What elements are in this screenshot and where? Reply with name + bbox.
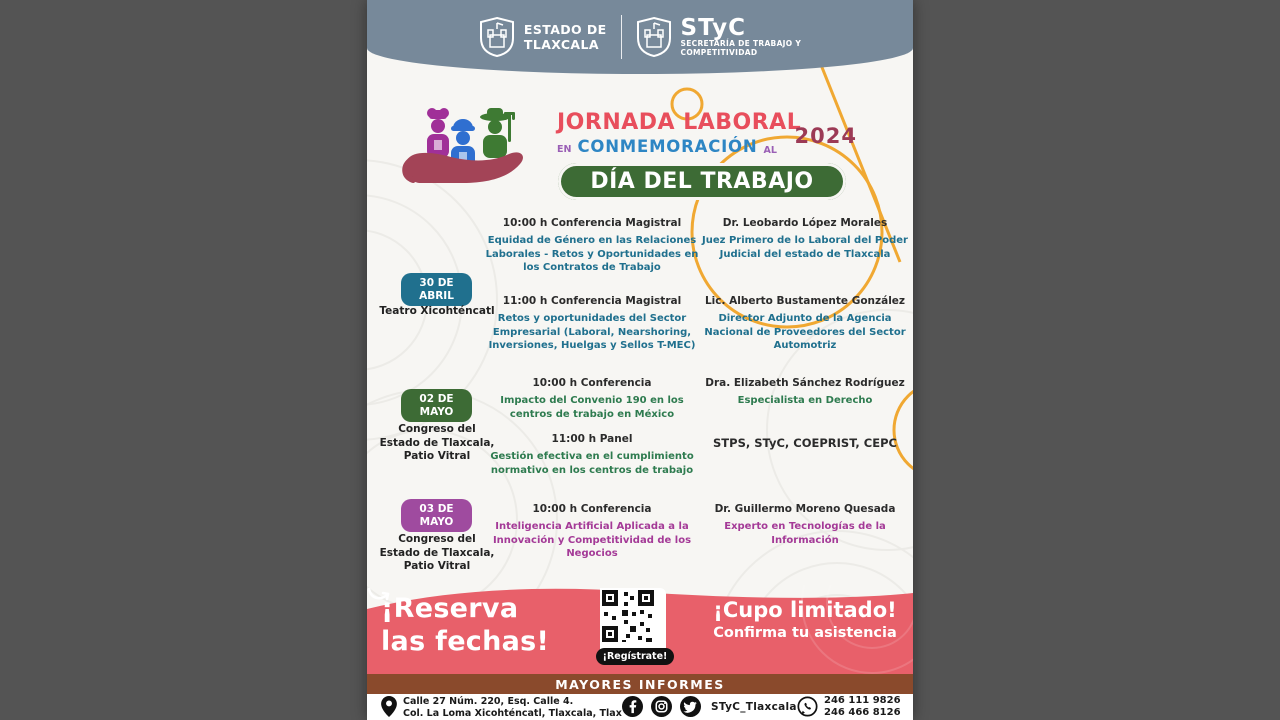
speaker-title: Especialista en Derecho xyxy=(737,395,873,406)
info-bar: MAYORES INFORMES xyxy=(367,674,913,694)
title-year: 2024 xyxy=(794,124,857,148)
session-topic: Equidad de Género en las Relaciones Laborales - Retos y Oportunidades en los Contratos de Trabajo xyxy=(485,235,699,273)
speaker-name: Lic. Alberto Bustamente González xyxy=(704,295,906,307)
speaker-title: Experto en Tecnologías de la Información xyxy=(724,521,886,546)
address[interactable]: Calle 27 Núm. 220, Esq. Calle 4. Col. La Loma Xicohténcatl, Tlaxcala, Tlax xyxy=(403,696,622,719)
title-suffix: AL xyxy=(763,145,777,156)
session-heading: 10:00 h Conferencia xyxy=(532,377,652,389)
session-heading: 10:00 h Conferencia Magistral xyxy=(502,217,682,229)
speaker-title: Director Adjunto de la Agencia Nacional de Proveedores del Sector Automotriz xyxy=(704,313,906,351)
arrow-icon xyxy=(367,585,393,605)
session-heading: 11:00 h Panel xyxy=(551,433,633,445)
panel-organizations: STPS, STyC, COEPRIST, CEPC xyxy=(713,436,897,450)
date-badge-30-abril: 30 DE ABRIL xyxy=(401,273,472,306)
social-handle[interactable]: STyC_Tlaxcala xyxy=(711,701,797,713)
venue-congreso: Congreso del Estado de Tlaxcala, Patio Vitral xyxy=(379,423,495,462)
qr-code[interactable] xyxy=(600,588,666,654)
session-topic: Impacto del Convenio 190 en los centros de trabajo en México xyxy=(500,395,684,420)
title-block xyxy=(543,110,863,156)
location-pin-icon xyxy=(381,696,397,717)
session-heading: 10:00 h Conferencia xyxy=(532,503,652,515)
speaker-name: Dra. Elizabeth Sánchez Rodríguez xyxy=(705,377,905,389)
speaker-name: Dr. Guillermo Moreno Quesada xyxy=(714,503,896,515)
logo-divider xyxy=(621,15,622,59)
phone-numbers[interactable]: 246 111 9826 246 466 8126 xyxy=(824,695,901,718)
date-badge-03-mayo: 03 DE MAYO xyxy=(401,499,472,532)
date-badge-02-mayo: 02 DE MAYO xyxy=(401,389,472,422)
hand-workers-icon xyxy=(401,100,527,194)
facebook-icon[interactable] xyxy=(622,696,643,717)
register-button[interactable]: ¡Regístrate! xyxy=(596,648,674,665)
instagram-icon[interactable] xyxy=(651,696,672,717)
whatsapp-icon[interactable] xyxy=(797,696,818,717)
title-prefix: EN xyxy=(557,144,572,155)
limited-text: ¡Cupo limitado! Confirma tu asistencia xyxy=(713,598,897,641)
org-right-acronym: STyC xyxy=(680,14,746,41)
session-heading: 11:00 h Conferencia Magistral xyxy=(502,295,682,307)
twitter-icon[interactable] xyxy=(680,696,701,717)
cta-banner xyxy=(367,585,913,674)
tlaxcala-shield-icon xyxy=(479,15,515,59)
speaker-name: Dr. Leobardo López Morales xyxy=(722,217,888,229)
org-right-name: SECRETARÍA DE TRABAJO Y COMPETITIVIDAD xyxy=(680,38,802,57)
session-topic: Inteligencia Artificial Aplicada a la Innovación y Competitividad de los Negocios xyxy=(492,521,692,559)
speaker-title: Juez Primero de lo Laboral del Poder Judicial del estado de Tlaxcala xyxy=(702,235,908,260)
venue-teatro: Teatro Xicohténcatl xyxy=(379,305,495,317)
session-topic: Gestión efectiva en el cumplimiento normativo en los centros de trabajo xyxy=(490,451,694,476)
title-main: JORNADA LABORAL xyxy=(557,110,802,135)
reserve-text: ¡Reserva las fechas! xyxy=(381,593,550,657)
org-styc xyxy=(636,15,802,59)
footer xyxy=(367,694,913,720)
title-middle: CONMEMORACIÓN xyxy=(577,137,758,156)
styc-shield-icon xyxy=(636,15,672,59)
venue-congreso: Congreso del Estado de Tlaxcala, Patio Vitral xyxy=(379,533,495,572)
header-band xyxy=(367,0,913,74)
org-estado-tlaxcala xyxy=(479,15,607,59)
title-banner: DÍA DEL TRABAJO xyxy=(558,163,846,200)
session-topic: Retos y oportunidades del Sector Empresarial (Laboral, Nearshoring, Inversiones, Huelgas y Sellos T-MEC) xyxy=(488,313,696,351)
event-poster xyxy=(367,0,913,720)
org-left-name: ESTADO DE TLAXCALA xyxy=(523,22,607,52)
